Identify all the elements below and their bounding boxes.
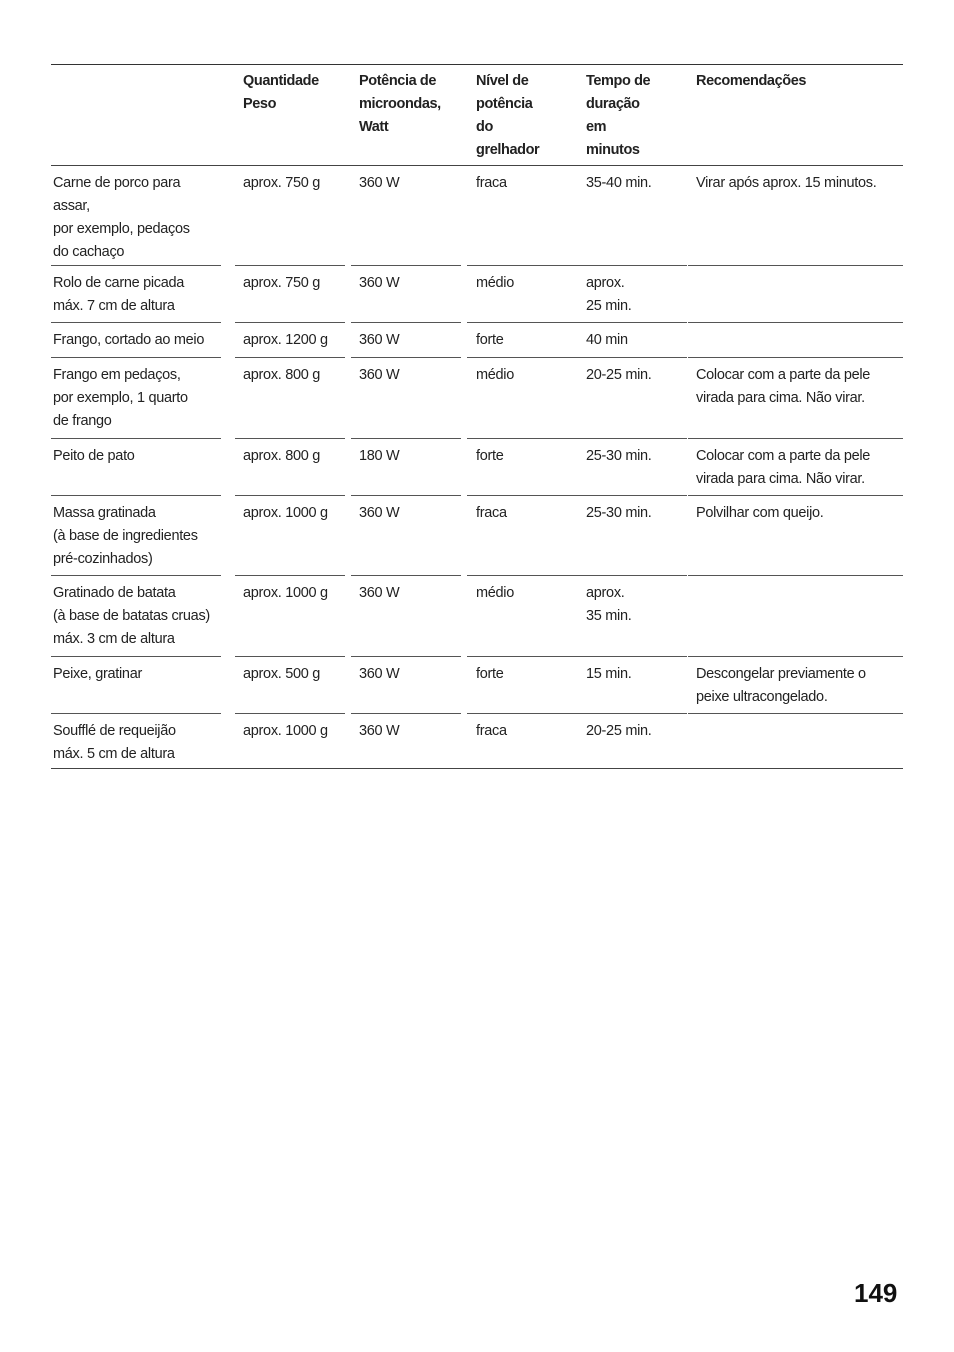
cell-duration: 25-30 min. [586,505,652,521]
cell-recommendation [688,266,903,323]
header-cell-food [51,65,235,166]
cell-quantity: aprox. 1200 g [243,332,328,348]
cell-quantity: aprox. 1000 g [243,723,328,739]
table-row [51,439,903,496]
cell-duration: 20-25 min. [586,367,652,383]
cell-recommendation [688,323,903,358]
cell-food: Peixe, gratinar [53,666,142,682]
cell-duration: 25-30 min. [586,448,652,464]
header-cell-grill-level: Nível de potência do grelhador [476,73,540,158]
cell-food: Frango, cortado ao meio [53,332,205,348]
cell-recommendation: Virar após aprox. 15 minutos. [696,175,877,191]
cell-grill-level: médio [476,367,514,383]
cell-microwave-power: 360 W [359,505,400,521]
cell-microwave-power: 360 W [359,585,400,601]
cell-grill-level: forte [476,332,504,348]
cell-quantity: aprox. 750 g [243,275,321,291]
cell-microwave-power: 360 W [359,666,400,682]
cell-recommendation: Colocar com a parte da pele virada para cima. Não virar. [696,367,871,406]
cell-grill-level: forte [476,448,504,464]
cell-duration: 40 min [586,332,628,348]
cell-quantity: aprox. 1000 g [243,505,328,521]
cell-recommendation [688,576,903,657]
cell-grill-level: fraca [476,723,507,739]
table-row [51,576,903,657]
cell-microwave-power: 360 W [359,723,400,739]
cell-food: Frango em pedaços, por exemplo, 1 quarto de frango [53,367,188,429]
cell-microwave-power: 360 W [359,332,400,348]
cell-recommendation [688,714,903,769]
cooking-table [51,64,903,769]
cell-grill-level: fraca [476,505,507,521]
table-row [51,166,903,266]
cell-recommendation: Polvilhar com queijo. [696,505,824,521]
table-row [51,714,903,769]
header-cell-quantity: Quantidade Peso [243,73,319,112]
cell-grill-level: forte [476,666,504,682]
cell-food: Rolo de carne picada máx. 7 cm de altura [53,275,185,314]
cell-microwave-power: 360 W [359,367,400,383]
cell-quantity: aprox. 800 g [243,367,321,383]
table-row [51,358,903,439]
cell-quantity: aprox. 500 g [243,666,321,682]
cell-duration: aprox. 25 min. [586,275,632,314]
table-row [51,657,903,714]
header-cell-recommendations: Recomendações [696,73,807,89]
cell-quantity: aprox. 750 g [243,175,321,191]
table-header-row [51,65,903,166]
cell-food: Gratinado de batata (à base de batatas cruas) máx. 3 cm de altura [53,585,210,647]
header-cell-duration: Tempo de duração em minutos [586,73,651,158]
cell-duration: 35-40 min. [586,175,652,191]
cell-grill-level: médio [476,275,514,291]
cell-duration: 15 min. [586,666,632,682]
cell-microwave-power: 360 W [359,175,400,191]
table-row [51,266,903,323]
cell-food: Soufflé de requeijão máx. 5 cm de altura [53,723,176,762]
table-row [51,496,903,576]
cell-duration: 20-25 min. [586,723,652,739]
cell-recommendation: Descongelar previamente o peixe ultracongelado. [696,666,866,705]
cell-microwave-power: 360 W [359,275,400,291]
cell-food: Massa gratinada (à base de ingredientes pré-cozinhados) [53,505,198,567]
cell-microwave-power: 180 W [359,448,400,464]
cell-food: Peito de pato [53,448,135,464]
cell-food: Carne de porco para assar, por exemplo, pedaços do cachaço [53,175,190,260]
cell-grill-level: fraca [476,175,507,191]
cell-quantity: aprox. 1000 g [243,585,328,601]
table-row [51,323,903,358]
page-number: 149 [854,1278,898,1308]
cell-duration: aprox. 35 min. [586,585,632,624]
cell-recommendation: Colocar com a parte da pele virada para cima. Não virar. [696,448,871,487]
cell-quantity: aprox. 800 g [243,448,321,464]
header-cell-microwave-power: Potência de microondas, Watt [359,73,441,135]
cell-grill-level: médio [476,585,514,601]
